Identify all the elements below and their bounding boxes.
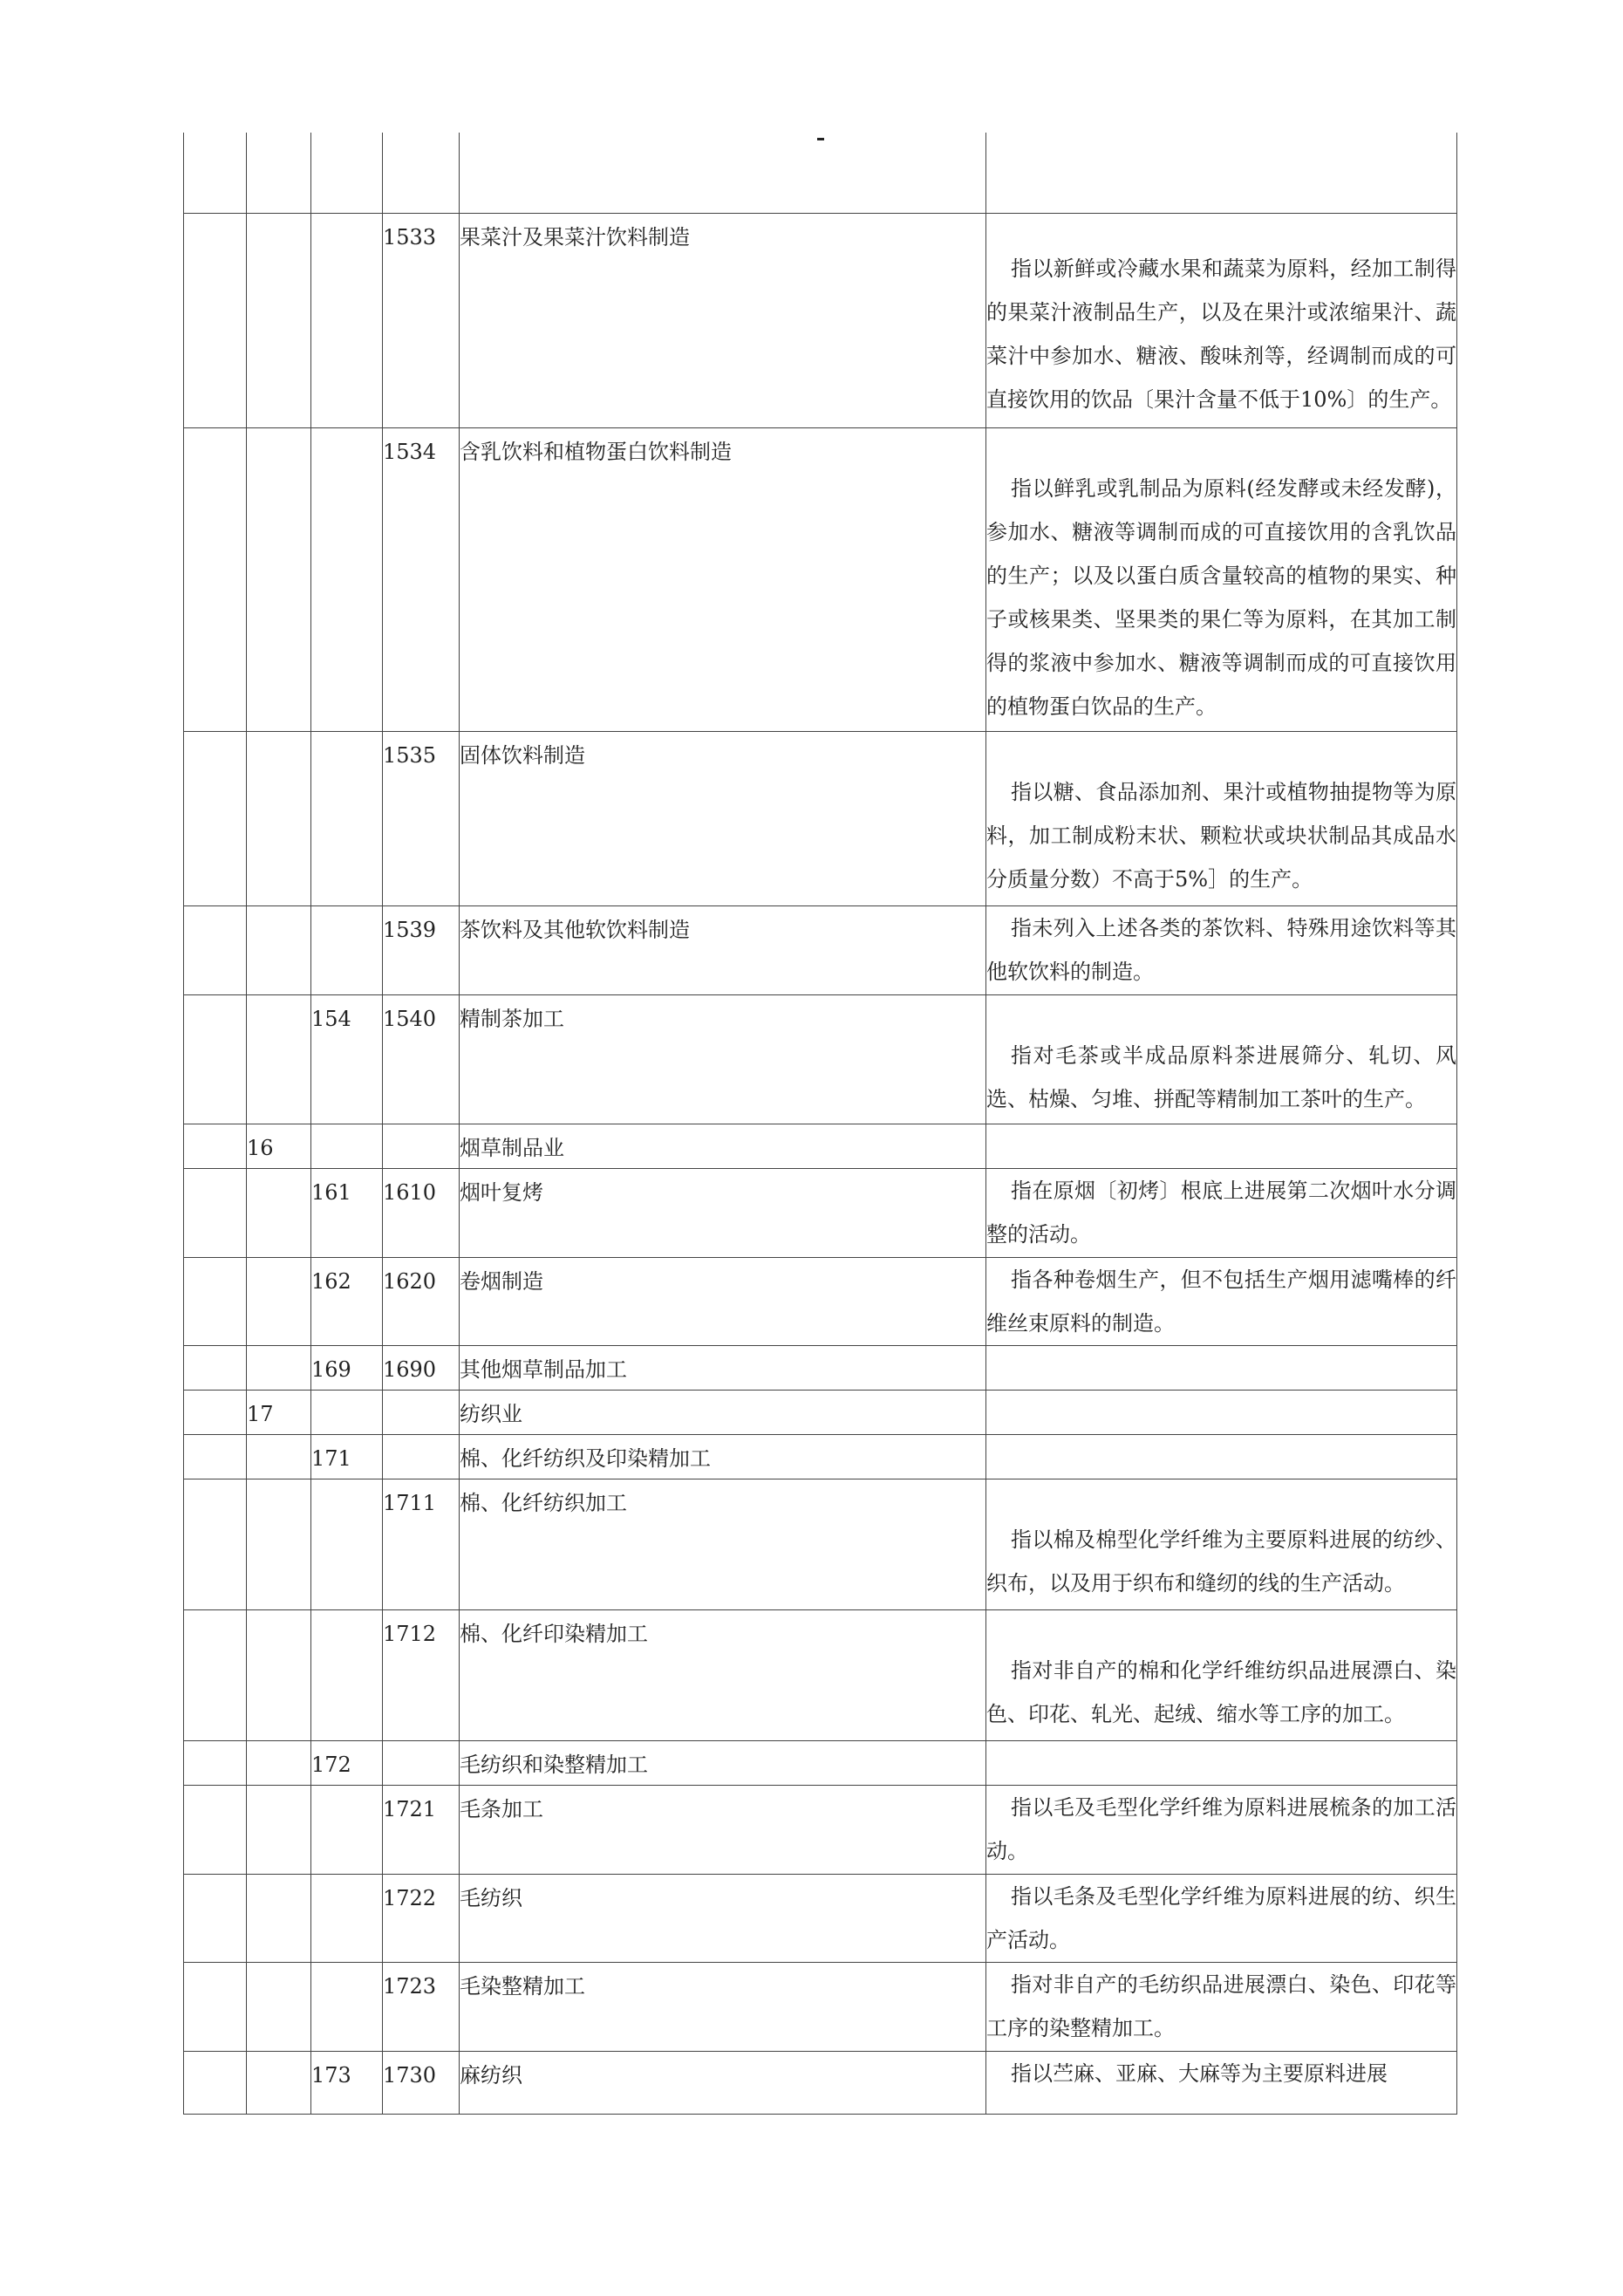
major-code-cell xyxy=(247,1609,311,1740)
mid-code-cell: 162 xyxy=(311,1257,383,1345)
mid-code-cell: 154 xyxy=(311,994,383,1124)
table-row xyxy=(184,427,1457,731)
mid-code-cell xyxy=(311,1874,383,1962)
description-cell: 指以毛条及毛型化学纤维为原料进展的纺、织生产活动。 xyxy=(986,1874,1457,1962)
mid-code-cell: 169 xyxy=(311,1345,383,1390)
category-name-cell: 毛条加工 xyxy=(460,1785,986,1874)
category-code-cell xyxy=(184,1479,247,1609)
category-name-cell: 毛染整精加工 xyxy=(460,1962,986,2051)
category-name-cell: 棉、化纤纺织加工 xyxy=(460,1479,986,1609)
major-code-cell: 16 xyxy=(247,1124,311,1168)
description-cell xyxy=(986,1124,1457,1168)
table-row xyxy=(184,1785,1457,1874)
table-row xyxy=(184,1874,1457,1962)
mid-code-cell: 171 xyxy=(311,1434,383,1479)
category-code-cell xyxy=(184,213,247,427)
table-body xyxy=(184,133,1457,2114)
category-name-cell: 精制茶加工 xyxy=(460,994,986,1124)
description-cell xyxy=(986,1740,1457,1785)
major-code-cell xyxy=(247,731,311,905)
description-cell: 指未列入上述各类的茶饮料、特殊用途饮料等其他软饮料的制造。 xyxy=(986,905,1457,994)
category-name-cell: 卷烟制造 xyxy=(460,1257,986,1345)
category-code-cell xyxy=(184,2051,247,2114)
small-code-cell xyxy=(383,1390,460,1434)
table-row xyxy=(184,2051,1457,2114)
description-cell xyxy=(986,1434,1457,1479)
category-code-cell xyxy=(184,905,247,994)
category-code-cell xyxy=(184,1390,247,1434)
table-row xyxy=(184,905,1457,994)
description-cell: 指对非自产的棉和化学纤维纺织品进展漂白、染色、印花、轧光、起绒、缩水等工序的加工。 xyxy=(986,1609,1457,1740)
major-code-cell xyxy=(247,2051,311,2114)
category-name-cell: 固体饮料制造 xyxy=(460,731,986,905)
major-code-cell xyxy=(247,213,311,427)
category-name-cell: 毛纺织 xyxy=(460,1874,986,1962)
small-code-cell: 1723 xyxy=(383,1962,460,2051)
category-name-cell: 棉、化纤纺织及印染精加工 xyxy=(460,1434,986,1479)
description-cell: 指各种卷烟生产，但不包括生产烟用滤嘴棒的纤维丝束原料的制造。 xyxy=(986,1257,1457,1345)
description-cell: 指以苎麻、亚麻、大麻等为主要原料进展 xyxy=(986,2051,1457,2114)
mid-code-cell xyxy=(311,1390,383,1434)
category-code-cell xyxy=(184,1740,247,1785)
table-row xyxy=(184,213,1457,427)
category-name-cell: 茶饮料及其他软饮料制造 xyxy=(460,905,986,994)
category-name-cell: 烟叶复烤 xyxy=(460,1168,986,1257)
industry-classification-table xyxy=(183,133,1457,2115)
description-cell: 指以鲜乳或乳制品为原料(经发酵或未经发酵)，参加水、糖液等调制而成的可直接饮用的含乳饮品的生产；以及以蛋白质含量较高的植物的果实、种子或核果类、坚果类的果仁等为原料，在其加工制得的浆液中参加水、糖液等调制而成的可直接饮用的植物蛋白饮品的生产。 xyxy=(986,427,1457,731)
mid-code-cell xyxy=(311,1479,383,1609)
category-code-cell xyxy=(184,994,247,1124)
category-code-cell xyxy=(184,731,247,905)
mid-code-cell xyxy=(311,731,383,905)
small-code-cell: 1620 xyxy=(383,1257,460,1345)
small-code-cell xyxy=(383,1434,460,1479)
major-code-cell xyxy=(247,1479,311,1609)
mid-code-cell xyxy=(311,1609,383,1740)
small-code-cell: 1610 xyxy=(383,1168,460,1257)
small-code-cell xyxy=(383,133,460,213)
major-code-cell xyxy=(247,1962,311,2051)
major-code-cell xyxy=(247,994,311,1124)
category-code-cell xyxy=(184,1962,247,2051)
table-row xyxy=(184,1962,1457,2051)
description-cell: 指对非自产的毛纺织品进展漂白、染色、印花等工序的染整精加工。 xyxy=(986,1962,1457,2051)
table-row xyxy=(184,133,1457,213)
description-cell xyxy=(986,1345,1457,1390)
category-name-cell: 果菜汁及果菜汁饮料制造 xyxy=(460,213,986,427)
table-row xyxy=(184,1609,1457,1740)
small-code-cell: 1690 xyxy=(383,1345,460,1390)
major-code-cell xyxy=(247,1257,311,1345)
small-code-cell: 1721 xyxy=(383,1785,460,1874)
small-code-cell: 1711 xyxy=(383,1479,460,1609)
description-cell: 指以毛及毛型化学纤维为原料进展梳条的加工活动。 xyxy=(986,1785,1457,1874)
table-row xyxy=(184,1479,1457,1609)
mid-code-cell: 173 xyxy=(311,2051,383,2114)
small-code-cell: 1539 xyxy=(383,905,460,994)
table-row xyxy=(184,1345,1457,1390)
mid-code-cell: 172 xyxy=(311,1740,383,1785)
small-code-cell: 1712 xyxy=(383,1609,460,1740)
description-cell: 指在原烟〔初烤〕根底上进展第二次烟叶水分调整的活动。 xyxy=(986,1168,1457,1257)
small-code-cell: 1534 xyxy=(383,427,460,731)
small-code-cell xyxy=(383,1740,460,1785)
major-code-cell xyxy=(247,1345,311,1390)
category-code-cell xyxy=(184,1785,247,1874)
table-row xyxy=(184,1390,1457,1434)
category-name-cell: 毛纺织和染整精加工 xyxy=(460,1740,986,1785)
category-code-cell xyxy=(184,1124,247,1168)
major-code-cell xyxy=(247,1785,311,1874)
category-code-cell xyxy=(184,1609,247,1740)
description-cell xyxy=(986,1390,1457,1434)
description-cell: 指以新鲜或冷藏水果和蔬菜为原料，经加工制得的果菜汁液制品生产，以及在果汁或浓缩果汁、蔬菜汁中参加水、糖液、酸味剂等，经调制而成的可直接饮用的饮品〔果汁含量不低于10%〕的生产。 xyxy=(986,213,1457,427)
category-code-cell xyxy=(184,1257,247,1345)
mid-code-cell xyxy=(311,133,383,213)
category-name-cell: 烟草制品业 xyxy=(460,1124,986,1168)
small-code-cell xyxy=(383,1124,460,1168)
category-name-cell: 含乳饮料和植物蛋白饮料制造 xyxy=(460,427,986,731)
mid-code-cell xyxy=(311,1962,383,2051)
category-code-cell xyxy=(184,1434,247,1479)
table-row xyxy=(184,731,1457,905)
category-name-cell: 麻纺织 xyxy=(460,2051,986,2114)
description-cell xyxy=(986,133,1457,213)
category-code-cell xyxy=(184,1168,247,1257)
table-row xyxy=(184,1434,1457,1479)
major-code-cell xyxy=(247,427,311,731)
mid-code-cell xyxy=(311,427,383,731)
table-row xyxy=(184,1168,1457,1257)
table-row xyxy=(184,1124,1457,1168)
category-name-cell: 其他烟草制品加工 xyxy=(460,1345,986,1390)
category-code-cell xyxy=(184,1874,247,1962)
category-name-cell: 纺织业 xyxy=(460,1390,986,1434)
table-row xyxy=(184,1740,1457,1785)
small-code-cell: 1533 xyxy=(383,213,460,427)
small-code-cell: 1730 xyxy=(383,2051,460,2114)
small-code-cell: 1722 xyxy=(383,1874,460,1962)
major-code-cell xyxy=(247,1740,311,1785)
table-row xyxy=(184,994,1457,1124)
mid-code-cell xyxy=(311,1785,383,1874)
category-code-cell xyxy=(184,133,247,213)
mid-code-cell xyxy=(311,213,383,427)
category-code-cell xyxy=(184,1345,247,1390)
category-code-cell xyxy=(184,427,247,731)
description-cell: 指对毛茶或半成品原料茶进展筛分、轧切、风选、枯燥、匀堆、拼配等精制加工茶叶的生产。 xyxy=(986,994,1457,1124)
description-cell: 指以棉及棉型化学纤维为主要原料进展的纺纱、织布，以及用于织布和缝纫的线的生产活动。 xyxy=(986,1479,1457,1609)
category-name-cell xyxy=(460,133,986,213)
mid-code-cell: 161 xyxy=(311,1168,383,1257)
major-code-cell xyxy=(247,1168,311,1257)
table-row xyxy=(184,1257,1457,1345)
major-code-cell xyxy=(247,1874,311,1962)
description-cell: 指以糖、食品添加剂、果汁或植物抽提物等为原料，加工制成粉末状、颗粒状或块状制品其成品水分质量分数）不高于5%］的生产。 xyxy=(986,731,1457,905)
category-name-cell: 棉、化纤印染精加工 xyxy=(460,1609,986,1740)
small-code-cell: 1540 xyxy=(383,994,460,1124)
major-code-cell xyxy=(247,133,311,213)
small-code-cell: 1535 xyxy=(383,731,460,905)
mid-code-cell xyxy=(311,905,383,994)
mid-code-cell xyxy=(311,1124,383,1168)
major-code-cell: 17 xyxy=(247,1390,311,1434)
major-code-cell xyxy=(247,905,311,994)
major-code-cell xyxy=(247,1434,311,1479)
